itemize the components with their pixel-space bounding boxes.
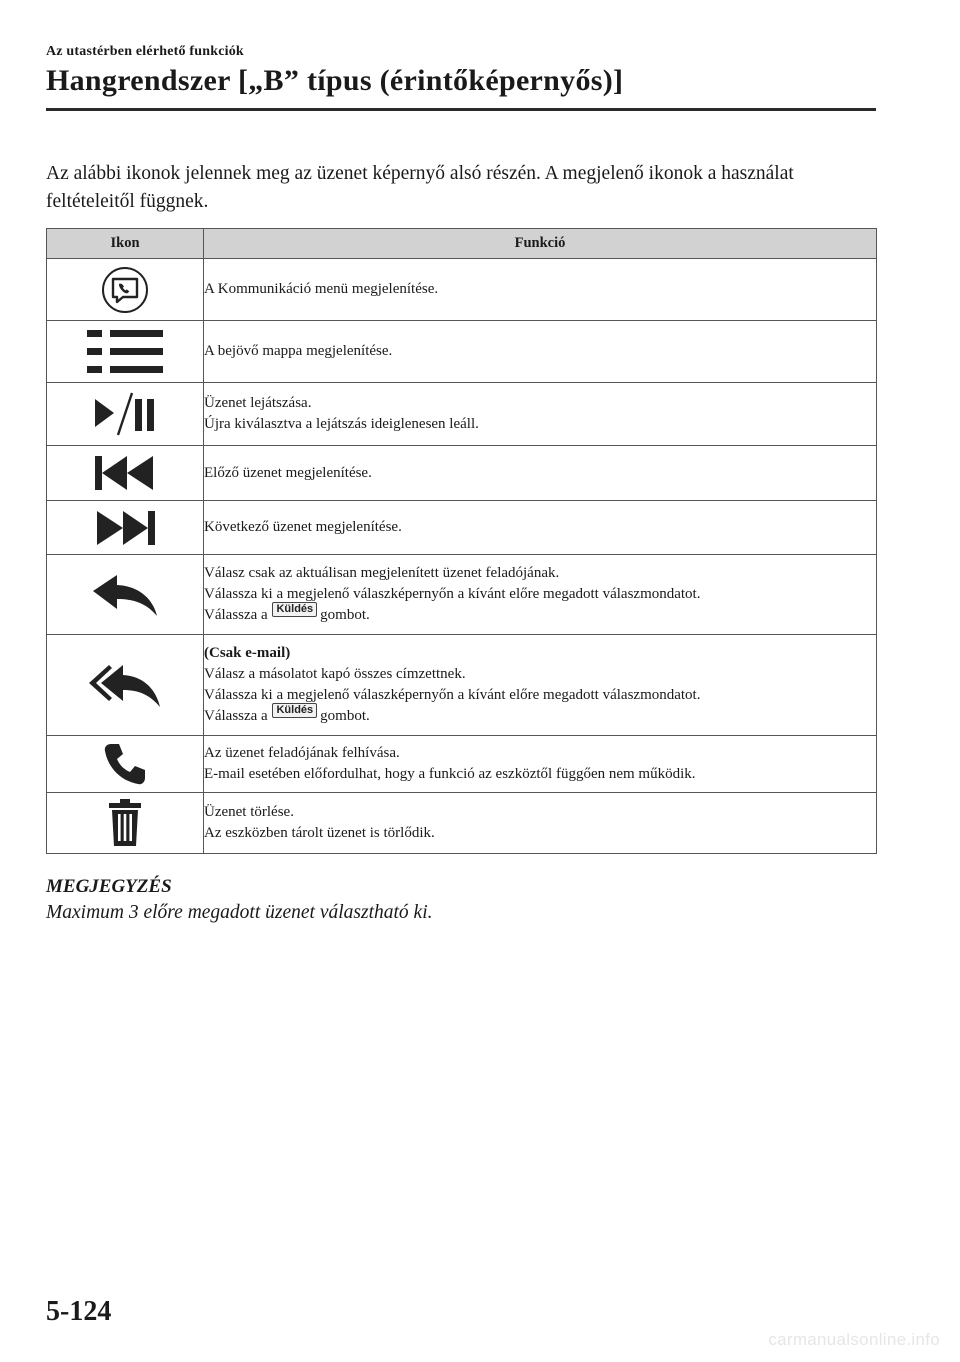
table-row [47,635,877,736]
section-label: Az utastérben elérhető funkciók [46,44,244,59]
function-text [204,706,876,727]
function-text: E-mail esetében előfordulhat, hogy a funkció az eszköztől függően nem működik. [204,766,696,782]
function-text: Válassza ki a megjelenő válaszképernyőn a kívánt előre megadott válaszmondatot. [204,586,701,602]
icon-function-table [46,228,877,854]
function-text [204,605,876,626]
next-track-icon [93,508,157,548]
function-text: Válasz csak az aktuálisan megjelenített üzenet feladójának. [204,565,560,581]
trash-icon [107,798,143,848]
table-row [47,793,877,854]
table-row [47,383,877,446]
function-cell [204,259,877,321]
watermark: carmanualsonline.info [768,1330,940,1349]
function-cell [204,555,877,635]
note-text: Maximum 3 előre megadott üzenet választható ki. [46,902,433,923]
table-row [47,446,877,501]
function-text: Újra kiválasztva a lejátszás ideiglenesen leáll. [204,416,479,432]
icon-cell [47,555,204,635]
function-cell [204,321,877,383]
function-text: A bejövő mappa megjelenítése. [204,343,393,359]
function-text: Válassza ki a megjelenő válaszképernyőn a kívánt előre megadott válaszmondatot. [204,687,701,703]
kuldes-button-label: Küldés [272,602,317,617]
icon-cell [47,446,204,501]
table-row [47,736,877,793]
function-text: Következő üzenet megjelenítése. [204,519,402,535]
intro-paragraph: Az alábbi ikonok jelennek meg az üzenet képernyő alsó részén. A megjelenő ikonok a használat feltételeitől függnek. [46,163,794,212]
communication-menu-icon [101,266,149,314]
play-pause-icon [92,391,158,437]
select-suffix: gombot. [320,708,370,724]
title-rule [46,108,876,111]
page-title: Hangrendszer [„B” típus (érintőképernyős)] [46,64,624,97]
function-column-header: Funkció [204,229,877,259]
phone-icon [102,741,148,787]
reply-icon [89,571,161,619]
function-cell [204,736,877,793]
kuldes-button-label: Küldés [272,703,317,718]
function-cell [204,446,877,501]
icon-column-header: Ikon [47,229,204,259]
function-text: Az üzenet feladójának felhívása. [204,745,400,761]
function-text: Válasz a másolatot kapó összes címzettnek. [204,666,466,682]
email-only-label: (Csak e-mail) [204,645,291,661]
page-number: 5-124 [46,1296,112,1327]
previous-track-icon [93,453,157,493]
icon-cell [47,793,204,854]
select-prefix: Válassza a [204,607,268,623]
function-cell [204,793,877,854]
table-row [47,259,877,321]
table-row [47,501,877,555]
table-row [47,555,877,635]
select-prefix: Válassza a [204,708,268,724]
function-cell [204,635,877,736]
reply-all-icon [87,659,163,711]
function-text: A Kommunikáció menü megjelenítése. [204,281,439,297]
function-text: Előző üzenet megjelenítése. [204,464,372,481]
table-header-row [47,229,877,259]
select-suffix: gombot. [320,607,370,623]
icon-cell [47,259,204,321]
icon-cell [47,321,204,383]
table-row [47,321,877,383]
function-text: Üzenet törlése. [204,804,294,820]
function-text: Az eszközben tárolt üzenet is törlődik. [204,825,435,841]
icon-cell [47,383,204,446]
function-text: Üzenet lejátszása. [204,395,312,411]
function-cell [204,383,877,446]
inbox-list-icon [85,328,165,376]
icon-cell [47,635,204,736]
icon-cell [47,501,204,555]
icon-cell [47,736,204,793]
note-title: MEGJEGYZÉS [46,876,172,897]
function-cell [204,501,877,555]
